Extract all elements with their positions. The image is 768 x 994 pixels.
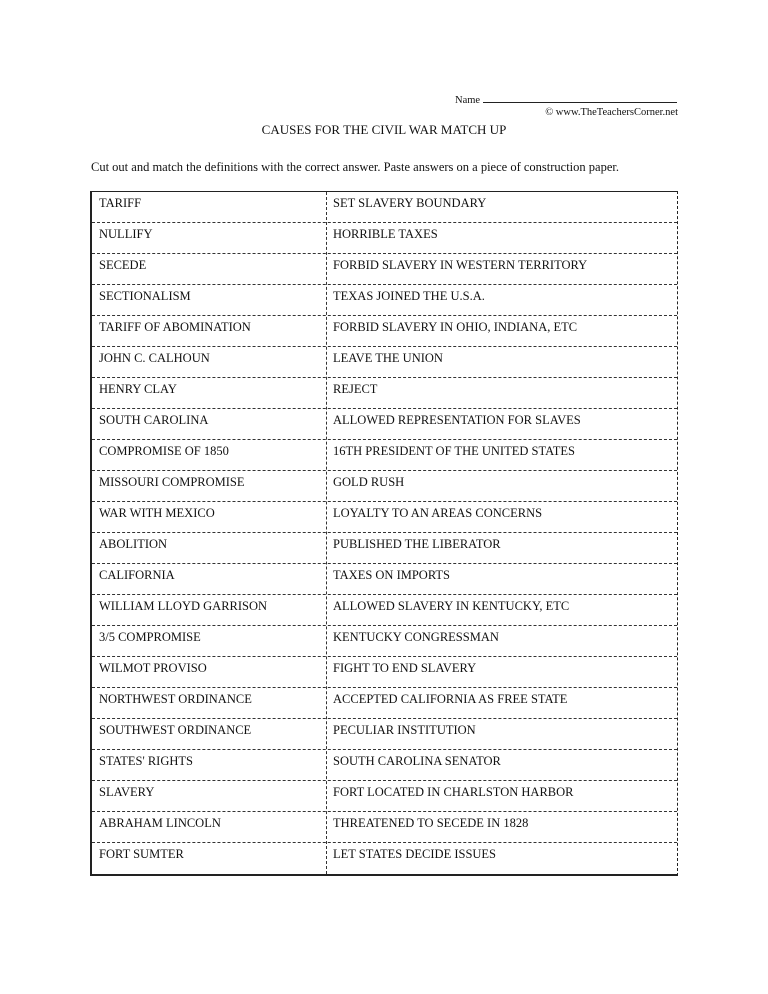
- definition-cell: FORT LOCATED IN CHARLSTON HARBOR: [333, 785, 574, 799]
- table-row: [92, 440, 677, 471]
- term-cell: JOHN C. CALHOUN: [99, 351, 210, 365]
- table-row: [92, 254, 677, 285]
- term-cell: TARIFF: [99, 196, 142, 210]
- term-cell: ABOLITION: [99, 537, 168, 551]
- term-cell: HENRY CLAY: [99, 382, 177, 396]
- definition-cell: PECULIAR INSTITUTION: [333, 723, 476, 737]
- definition-cell: ACCEPTED CALIFORNIA AS FREE STATE: [333, 692, 568, 706]
- definition-cell: GOLD RUSH: [333, 475, 405, 489]
- table-row: [92, 812, 677, 843]
- term-cell: TARIFF OF ABOMINATION: [99, 320, 251, 334]
- definition-cell: 16TH PRESIDENT OF THE UNITED STATES: [333, 444, 575, 458]
- definition-cell: FORBID SLAVERY IN OHIO, INDIANA, ETC: [333, 320, 578, 334]
- definition-cell: LET STATES DECIDE ISSUES: [333, 847, 497, 861]
- copyright-notice: © www.TheTeachersCorner.net: [545, 107, 678, 118]
- table-row: [92, 316, 677, 347]
- instructions-text: Cut out and match the definitions with the correct answer. Paste answers on a piece of construction paper.: [91, 160, 619, 174]
- table-row: [92, 781, 677, 812]
- term-cell: SECTIONALISM: [99, 289, 191, 303]
- definition-cell: HORRIBLE TAXES: [333, 227, 438, 241]
- term-cell: FORT SUMTER: [99, 847, 184, 861]
- term-cell: WILMOT PROVISO: [99, 661, 207, 675]
- table-row: [92, 192, 677, 223]
- definition-cell: REJECT: [333, 382, 378, 396]
- table-row: [92, 285, 677, 316]
- term-cell: SECEDE: [99, 258, 147, 272]
- definition-cell: SOUTH CAROLINA SENATOR: [333, 754, 501, 768]
- definition-cell: TEXAS JOINED THE U.S.A.: [333, 289, 485, 303]
- term-cell: NULLIFY: [99, 227, 153, 241]
- definition-cell: ALLOWED SLAVERY IN KENTUCKY, ETC: [333, 599, 570, 613]
- table-row: [92, 533, 677, 564]
- name-field: [455, 92, 677, 106]
- table-row: [92, 750, 677, 781]
- term-cell: SOUTHWEST ORDINANCE: [99, 723, 252, 737]
- table-row: [92, 564, 677, 595]
- table-row: [92, 719, 677, 750]
- term-cell: WILLIAM LLOYD GARRISON: [99, 599, 268, 613]
- definition-cell: LOYALTY TO AN AREAS CONCERNS: [333, 506, 543, 520]
- definition-cell: TAXES ON IMPORTS: [333, 568, 451, 582]
- name-label: Name: [455, 95, 481, 106]
- term-cell: SOUTH CAROLINA: [99, 413, 209, 427]
- match-table: [90, 191, 678, 876]
- term-cell: SLAVERY: [99, 785, 155, 799]
- table-row: [92, 471, 677, 502]
- table-row: [92, 843, 677, 874]
- table-row: [92, 378, 677, 409]
- term-cell: 3/5 COMPROMISE: [99, 630, 201, 644]
- term-cell: WAR WITH MEXICO: [99, 506, 215, 520]
- table-row: [92, 347, 677, 378]
- table-row: [92, 595, 677, 626]
- term-cell: COMPROMISE OF 1850: [99, 444, 229, 458]
- term-cell: STATES' RIGHTS: [99, 754, 193, 768]
- page-title: CAUSES FOR THE CIVIL WAR MATCH UP: [261, 122, 507, 137]
- table-row: [92, 409, 677, 440]
- table-row: [92, 223, 677, 254]
- definition-cell: PUBLISHED THE LIBERATOR: [333, 537, 501, 551]
- term-cell: MISSOURI COMPROMISE: [99, 475, 245, 489]
- term-cell: CALIFORNIA: [99, 568, 175, 582]
- name-blank-line[interactable]: [483, 92, 677, 103]
- table-row: [92, 626, 677, 657]
- definition-cell: ALLOWED REPRESENTATION FOR SLAVES: [333, 413, 581, 427]
- table-row: [92, 502, 677, 533]
- table-row: [92, 688, 677, 719]
- definition-cell: FIGHT TO END SLAVERY: [333, 661, 477, 675]
- definition-cell: SET SLAVERY BOUNDARY: [333, 196, 487, 210]
- definition-cell: FORBID SLAVERY IN WESTERN TERRITORY: [333, 258, 588, 272]
- definition-cell: KENTUCKY CONGRESSMAN: [333, 630, 499, 644]
- term-cell: ABRAHAM LINCOLN: [99, 816, 221, 830]
- definition-cell: THREATENED TO SECEDE IN 1828: [333, 816, 529, 830]
- term-cell: NORTHWEST ORDINANCE: [99, 692, 252, 706]
- definition-cell: LEAVE THE UNION: [333, 351, 443, 365]
- table-row: [92, 657, 677, 688]
